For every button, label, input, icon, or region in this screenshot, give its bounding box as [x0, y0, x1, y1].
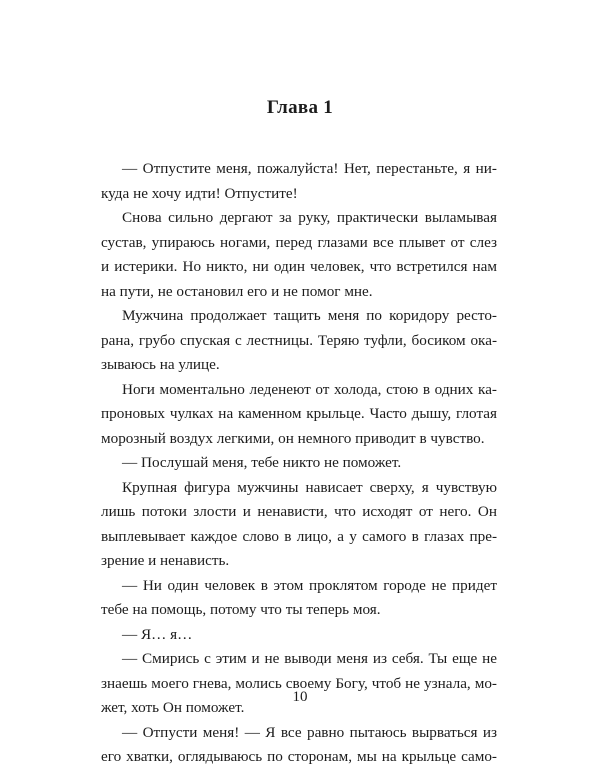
text-line: тебе на помощь, потому что ты теперь моя.: [101, 601, 381, 618]
text-line: рана, грубо спуская с лестницы. Теряю туфли, босиком ока-: [101, 331, 497, 349]
text-line: знаешь моего гнева, молись своему Богу, чтоб не узнала, мо-: [101, 674, 497, 692]
text-line: Крупная фигура мужчины нависает сверху, я чувствую: [122, 478, 497, 496]
body-text: [101, 157, 497, 770]
page-number: 10: [292, 689, 308, 705]
text-line: — Отпусти меня! — Я все равно пытаюсь вырваться из: [122, 723, 497, 741]
text-line: и истерики. Но никто, ни один человек, что встретился нам: [101, 258, 497, 275]
text-line: зрение и ненависть.: [101, 552, 230, 569]
text-line: сустав, упираюсь ногами, перед глазами все плывет от слез: [101, 233, 497, 251]
text-line: выплевывает каждое слово в лицо, а у самого в глазах пре-: [101, 527, 497, 545]
chapter-title: Глава 1: [266, 97, 334, 118]
text-line: зываюсь на улице.: [101, 356, 220, 373]
text-line: — Ни один человек в этом проклятом городе не придет: [122, 576, 497, 594]
text-line: куда не хочу идти! Отпустите!: [101, 184, 298, 202]
text-line: — Послушай меня, тебе никто не поможет.: [122, 454, 402, 471]
text-line: на пути, не остановил его и не помог мне.: [101, 282, 373, 300]
text-line: его хватки, оглядываюсь по сторонам, мы на крыльце само-: [101, 748, 497, 765]
text-line: морозный воздух легкими, он немного приводит в чувство.: [101, 429, 485, 447]
text-line: проновых чулках на каменном крыльце. Часто дышу, глотая: [101, 405, 497, 422]
text-line: — Отпустите меня, пожалуйста! Нет, перестаньте, я ни-: [122, 160, 497, 177]
text-line: жет, хоть Он поможет.: [101, 699, 245, 716]
text-line: Снова сильно дергают за руку, практически выламывая: [122, 209, 497, 226]
text-line: Мужчина продолжает тащить меня по коридору ресто-: [122, 307, 497, 324]
text-line: Ноги моментально леденеют от холода, стою в одних ка-: [122, 380, 497, 398]
text-line: — Смирись с этим и не выводи меня из себя. Ты еще не: [122, 650, 497, 667]
text-line: лишь потоки злости и ненависти, что исходят от него. Он: [101, 503, 497, 520]
text-line: — Я… я…: [122, 625, 193, 643]
